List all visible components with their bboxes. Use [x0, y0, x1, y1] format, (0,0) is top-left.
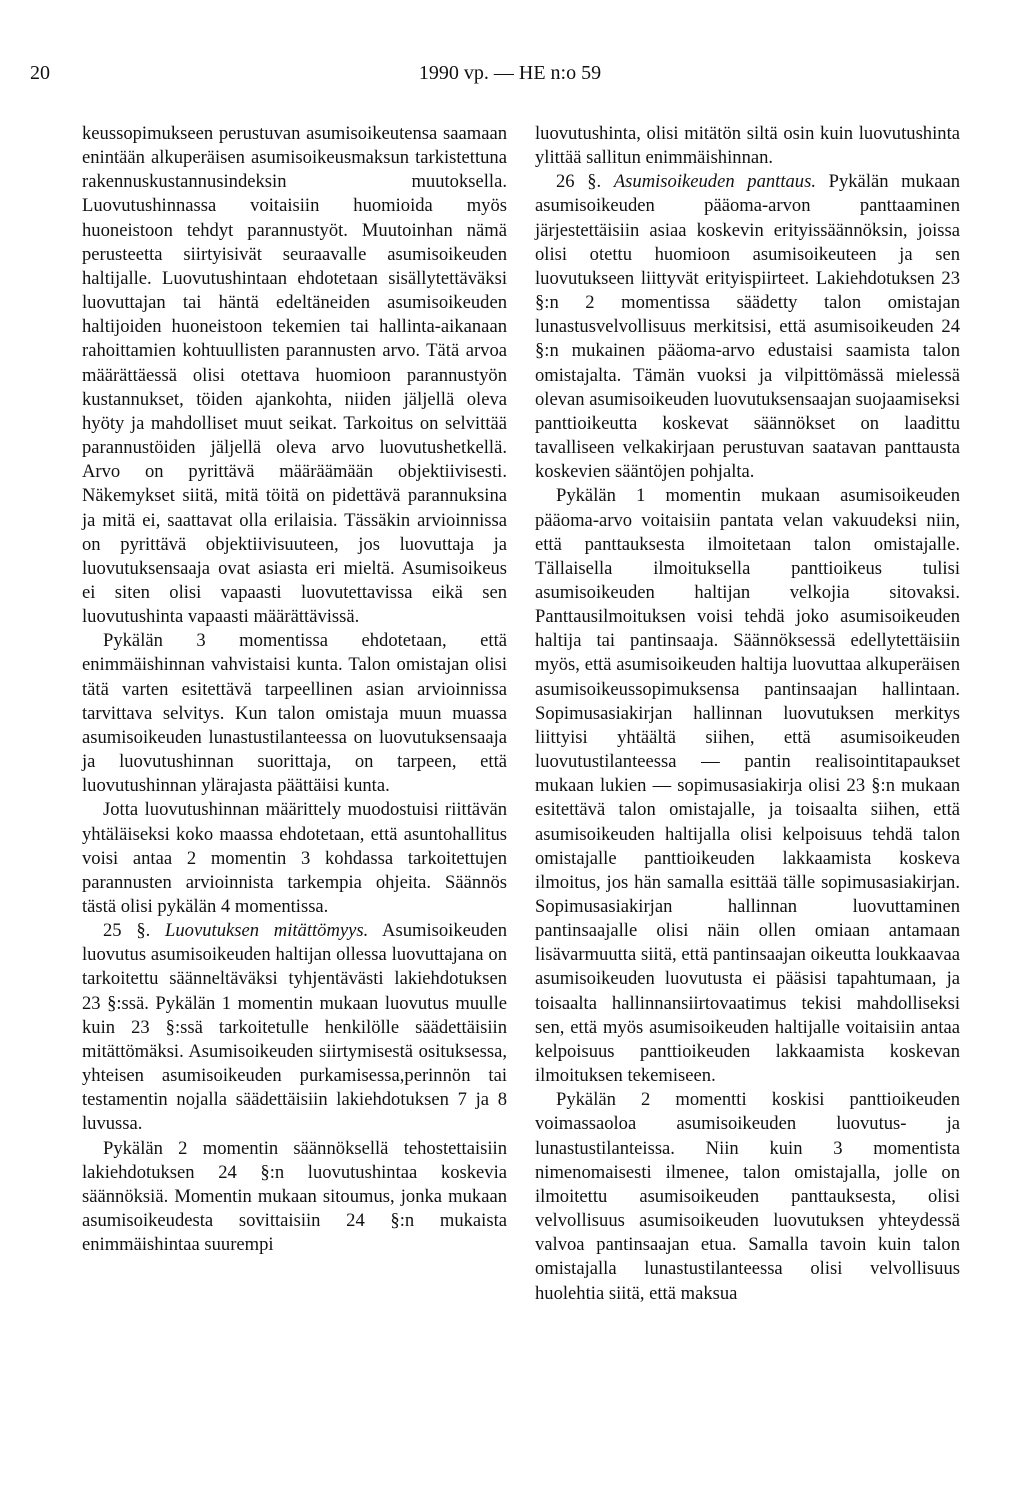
section-text: Pykälän mukaan asumisoikeuden pääoma-arvon panttaaminen järjestettäisiin asiaa koskevin erityissäännöksin, joissa olisi otettu huomioon asumisoikeuteen ja sen luovutukseen liittyvät erityispiirteet. Lakiehdotuksen 23 §:n 2 momentissa säädetty talon omistajan lunastusvelvollisuus merkitsisi, että asumisoikeuden 24 §:n mukainen pääoma-arvo edustaisi saamista talon omistajalta. Tämän vuoksi ja vilpittömässä mielessä olevan asumisoikeuden luovutuksensaajan suojaamiseksi panttioikeutta koskevat säännökset on laadittu tavalliseen velkakirjaan perustuvan saatavan panttausta koskevien sääntöjen pohjalta. — [535, 171, 961, 483]
section-title: Luovutuksen mitättömyys. — [165, 920, 369, 942]
paragraph: luovutushinta, olisi mitätön siltä osin kuin luovutushinta ylittää sallitun enimmäishinnan. — [535, 123, 960, 169]
paragraph: Pykälän 2 momentti koskisi panttioikeuden voimassaoloa asumisoikeuden luovutus- ja lunastustilanteissa. Niin kuin 3 momentista nimenomaisesti ilmenee, talon omistajalla, jolle on ilmoitettu asumisoikeuden panttauksesta, olisi velvollisuus asumisoikeuden luovutuksen yhteydessä valvoa pantinsaajan etua. Samalla tavoin kuin talon omistajalla lunastustilanteessa olisi velvollisuus huolehtia siitä, että maksua — [535, 1089, 960, 1304]
paragraph: Pykälän 1 momentin mukaan asumisoikeuden pääoma-arvo voitaisiin pantata velan vakuudeksi niin, että panttauksesta ilmoitetaan talon omistajalle. Tällaisella ilmoituksella panttioikeus tulisi asumisoikeuden haltijan velkojia sitovaksi. Panttausilmoituksen voisi tehdä joko asumisoikeuden haltija tai pantinsaaja. Säännöksessä edellytettäisiin myös, että asumisoikeuden haltija luovuttaa alkuperäisen asumisoikeussopimuksensa pantinsaajan hallintaan. Sopimusasiakirjan hallinnan luovutuksen merkitys liittyisi yhtäältä siihen, että asumisoikeuden luovutustilanteessa — pantin realisointitapaukset mukaan lukien — sopimusasiakirja olisi 23 §:n mukaan esitettävä talon omistajalle, ja toisaalta siihen, että asumisoikeuden haltijalla olisi kelpoisuus tehdä talon omistajalle panttioikeuden lakkaamista koskeva ilmoitus, jos hän samalla esittää tälle sopimusasiakirjan. Sopimusasiakirjan hallinnan luovuttaminen pantinsaajalle olisi näin ollen omiaan antamaan lisävarmuutta siitä, että pantinsaajan oikeutta loukkaavaa asumisoikeuden luovutusta ei pääsisi tapahtumaan, ja toisaalta hallinnansiirtovaatimus tekisi mahdolliseksi sen, että myös asumisoikeuden haltijalle voitaisiin antaa kelpoisuus panttioikeuden lakkaamista koskevan ilmoituksen tekemiseen. — [535, 485, 960, 1087]
section-text: Asumisoikeuden luovutus asumisoikeuden haltijan ollessa luovuttajana on tarkoitettu säänneltäväksi tyhjentävästi lakiehdotuksen 23 §:ssä. Pykälän 1 momentin mukaan luovutus muulle kuin 23 §:ssä tarkoitetulle henkilölle säädettäisiin mitättömäksi. Asumisoikeuden siirtymisestä osituksessa, yhteisen asumisoikeuden purkamisessa,perinnön tai testamentin nojalla säädettäisiin lakiehdotuksen 7 ja 8 luvussa. — [82, 920, 508, 1135]
paragraph: Jotta luovutushinnan määrittely muodostuisi riittävän yhtäläiseksi koko maassa ehdotetaan, että asuntohallitus voisi antaa 2 momentin 3 kohdassa tarkoitettujen parannusten arvioinnista tarkempia ohjeita. Säännös tästä olisi pykälän 4 momentissa. — [82, 799, 507, 917]
running-head: 1990 vp. — HE n:o 59 — [418, 62, 602, 84]
paragraph: Pykälän 3 momentissa ehdotetaan, että enimmäishinnan vahvistaisi kunta. Talon omistajan olisi tätä varten esitettävä tarpeellinen asian arvioinnissa tarvittava selvitys. Kun talon omistaja muun muassa asumisoikeuden lunastustilanteessa on luovutuksensaaja ja luovutushinnan suorittaja, on tarpeen, että luovutushinnan ylärajasta päättäisi kunta. — [82, 630, 507, 797]
section-number: 26 §. — [556, 171, 602, 193]
section-paragraph — [82, 919, 507, 1136]
page-header — [30, 62, 990, 92]
page-number: 20 — [30, 62, 50, 84]
paragraph: Pykälän 2 momentin säännöksellä tehostettaisiin lakiehdotuksen 24 §:n luovutushintaa koskevia säännöksiä. Momentin mukaan sitoumus, jonka mukaan asumisoikeudesta sovittaisiin 24 §:n mukaista enimmäishintaa suurempi — [82, 1137, 507, 1256]
section-number: 25 §. — [103, 920, 151, 942]
left-column — [82, 122, 507, 1257]
right-column — [535, 122, 960, 1306]
section-title: Asumisoikeuden panttaus. — [613, 171, 816, 193]
paragraph: keussopimukseen perustuvan asumisoikeutensa saamaan enintään alkuperäisen asumisoikeusmaksun tarkistettuna rakennuskustannusindeksin muutoksella. Luovutushinnassa voitaisiin huomioida myös huoneistoon tehdyt parannustyöt. Muutoinhan nämä perusteetta siirtyisivät seuraavalle asumisoikeuden haltijalle. Luovutushintaan ehdotetaan sisällytettäväksi luovuttajan tai häntä edeltäneiden asumisoikeuden haltijoiden huoneistoon tekemien tai hallinta-aikanaan rahoittamien kohtuullisten parannusten arvo. Tätä arvoa määrättäessä olisi otettava huomioon parannustyön kustannukset, töiden ajankohta, niiden jäljellä oleva hyöty ja mahdolliset muut seikat. Tarkoitus on selvittää parannustöiden jäljellä oleva arvo luovutushetkellä. Arvo on pyrittävä määräämään objektiivisesti. Näkemykset siitä, mitä töitä on pidettävä parannuksina ja mitä ei, saattavat olla erilaisia. Tässäkin arvioinnissa on pyrittävä objektiivisuuteen, jos luovuttaja ja luovutuksensaaja ovat asiasta eri mieltä. Asumisoikeus ei siten olisi vapaasti luovutettavissa eikä sen luovutushinta vapaasti määrättävissä. — [82, 123, 507, 628]
section-paragraph — [535, 170, 960, 484]
